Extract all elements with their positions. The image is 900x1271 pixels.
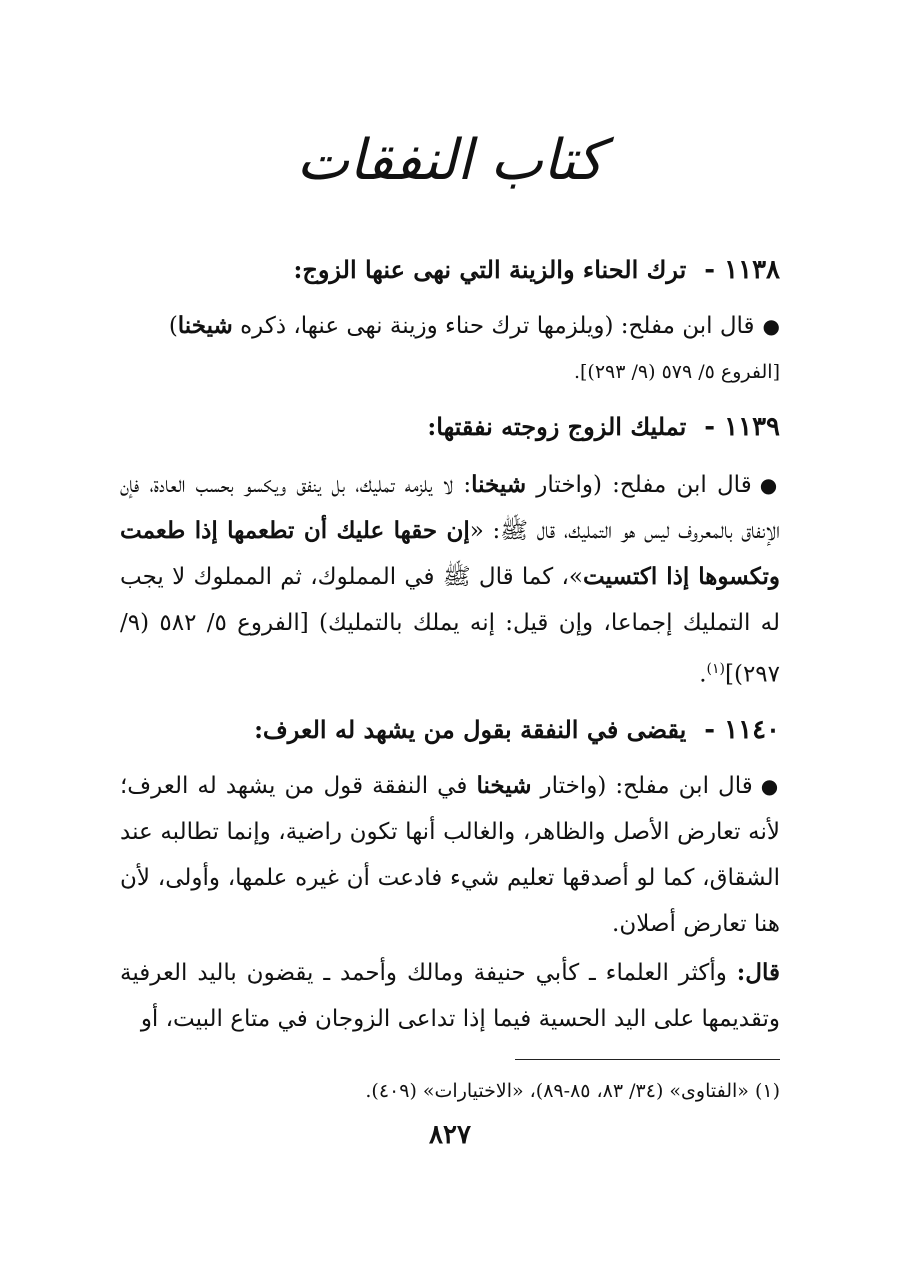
bullet-icon: ● — [759, 473, 780, 497]
section-1138-body — [120, 303, 780, 349]
paragraph-text: : لا يلزمه تمليك، بل ينفق ويكسو بحسب العادة، فإن الإنفاق بالمعروف ليس هو التمليك، قال ﷺ: « — [120, 472, 781, 544]
bold-term: شيخنا — [471, 471, 527, 498]
book-title: كتاب النفقات — [296, 128, 604, 193]
footnote: (١) «الفتاوى» (٣٤/ ٨٣، ٨٥-٨٩)، «الاختيارات» (٤٠٩). — [365, 1080, 780, 1102]
section-title: ترك الحناء والزينة التي نهى عنها الزوج: — [293, 255, 687, 284]
hadith-quote: إن حقها عليك أن تطعمها إذا طعمت وتكسوها إذا اكتسيت — [120, 517, 781, 590]
bold-term: شيخنا — [476, 772, 532, 799]
paragraph-end: . — [699, 661, 707, 688]
section-number: ١١٤٠ - — [704, 715, 780, 745]
section-1140 — [120, 710, 780, 750]
bullet-icon: ● — [760, 774, 780, 798]
paragraph-text: وأكثر العلماء ـ كأبي حنيفة ومالك وأحمد ـ يقضون باليد العرفية وتقديمها على اليد الحسية فيما إذا تداعى الزوجان في متاع البيت، أو — [120, 960, 780, 1032]
section-1138-reference: [الفروع ٥/ ٥٧٩ (٩/ ٢٩٣)]. — [573, 361, 780, 383]
section-title: تمليك الزوج زوجته نفقتها: — [427, 412, 687, 441]
section-1138 — [120, 250, 780, 290]
bullet-icon: ● — [762, 314, 780, 338]
page-number: ٨٢٧ — [429, 1120, 471, 1150]
paragraph-text: »، كما قال ﷺ في المملوك، ثم المملوك لا يجب له التمليك إجماعا، وإن قيل: إنه يملك بالتمليك) [الفروع ٥/ ٥٨٢ (٩/ ٢٩٧)] — [120, 564, 780, 688]
footnote-marker: (١) — [706, 661, 725, 677]
section-1139 — [120, 407, 780, 447]
footnote-divider — [515, 1059, 780, 1060]
paragraph-text: قال ابن مفلح: (ويلزمها ترك حناء وزينة نهى عنها، ذكره — [232, 313, 755, 339]
section-heading — [120, 407, 780, 447]
closing-lead: قال: — [736, 959, 780, 986]
paragraph-text: في النفقة قول من يشهد له العرف؛ لأنه تعارض الأصل والظاهر، والغالب أنها تكون راضية، وإنما تطالبه عند الشقاق، كما لو أصدقها تعليم شيء فادعت أن غيره علمها، وأولى، لأن هنا تعارض أصلان. — [120, 773, 780, 937]
section-title: يقضى في النفقة بقول من يشهد له العرف: — [254, 715, 687, 744]
closing-paragraph — [120, 950, 780, 1042]
section-heading — [120, 710, 780, 750]
section-number: ١١٣٨ - — [704, 255, 780, 285]
bold-term: شيخنا — [177, 312, 233, 339]
section-heading — [120, 250, 780, 290]
section-1140-body — [120, 763, 780, 947]
section-number: ١١٣٩ - — [704, 412, 780, 442]
paragraph-text: ) — [168, 313, 178, 339]
paragraph-text: قال ابن مفلح: (واختار — [531, 773, 753, 799]
paragraph-text: قال ابن مفلح: (واختار — [526, 472, 752, 498]
section-1139-body — [120, 462, 780, 698]
